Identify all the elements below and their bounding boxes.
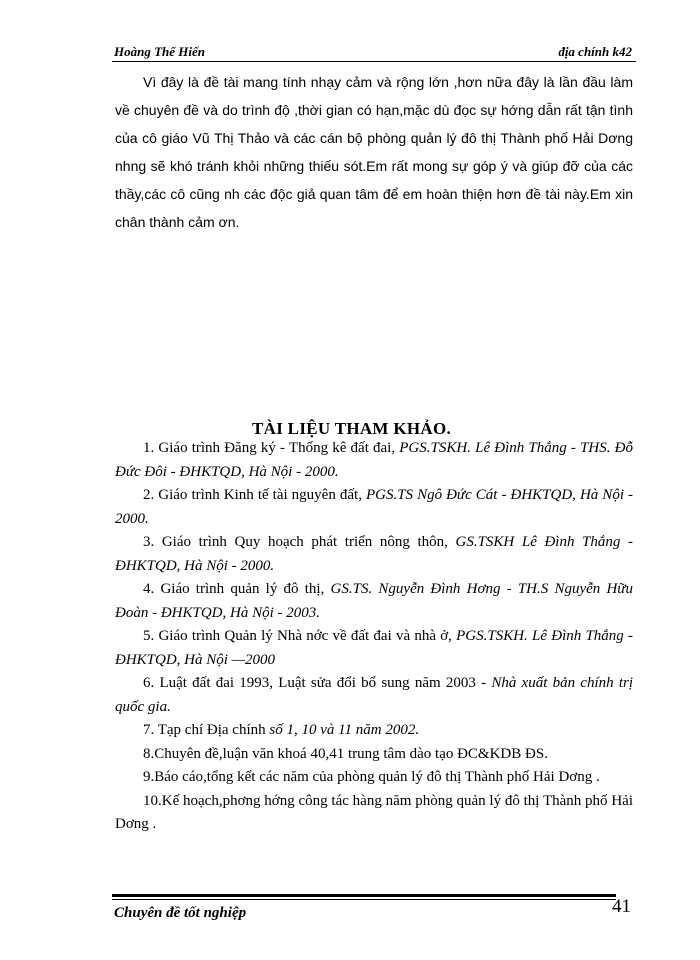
references-list — [115, 437, 633, 837]
header-author: Hoàng Thế Hiển — [114, 44, 206, 59]
footer-divider-thick — [112, 894, 616, 897]
reference-item — [115, 578, 633, 625]
reference-italic-text: GS.TS. Nguyễn Đình Hơng - TH.S Nguyễn Hữu Đoàn - ĐHKTQD, Hà Nội - 2003. — [115, 581, 633, 621]
reference-item — [115, 484, 633, 531]
intro-section — [115, 68, 633, 236]
reference-text: 5. Giáo trình Quản lý Nhà nớc về đất đai và nhà ở, — [143, 628, 457, 644]
reference-italic-text: số 1, 10 và 11 năm 2002. — [269, 722, 420, 738]
reference-italic-text: GS.TSKH Lê Đình Thắng - ĐHKTQD, Hà Nội - 2000. — [115, 534, 633, 574]
reference-item — [115, 672, 633, 719]
header-divider — [112, 61, 636, 62]
reference-text: 7. Tạp chí Địa chính — [143, 722, 270, 738]
reference-text: 8.Chuyên đề,luận văn khoá 40,41 trung tâm dào tạo ĐC&KDB ĐS. — [143, 745, 548, 762]
reference-text: 9.Báo cáo,tổng kết các năm của phòng quản lý đô thị Thành phố Hải Dơng . — [143, 769, 600, 785]
reference-item — [115, 790, 633, 837]
reference-text: 1. Giáo trình Đăng ký - Thống kê đất đai, — [143, 440, 400, 456]
header-class-label: địa chính k42 — [558, 44, 632, 59]
reference-item — [115, 437, 633, 484]
reference-italic-text: Nhà xuất bản chính trị quốc gia. — [115, 675, 634, 715]
reference-italic-text: PGS.TSKH. Lê Đình Thắng - THS. Đỗ Đức Đôi - ĐHKTQD, Hà Nội - 2000. — [115, 440, 633, 480]
intro-paragraph: Vì đây là đề tài mang tính nhạy cảm và rộng lớn ,hơn nữa đây là lần đầu làm về chuyên đề và do trình độ ,thời gian có hạn,mặc dù đọc sự hớng dẫn rất tận tình của cô giáo Vũ Thị Thảo và các cán bộ phòng quản lý đô thị Thành phố Hải Dơng nhng sẽ khó tránh khỏi những thiếu sót.Em rất mong sự góp ý và giúp đỡ của các thầy,các cô cũng nh các độc giả quan tâm để em hoàn thiện hơn đề tài này.Em xin chân thành cảm ơn. — [115, 74, 633, 230]
page-number: 41 — [612, 896, 631, 917]
reference-text: 3. Giáo trình Quy hoạch phát triển nông thôn, — [143, 534, 456, 550]
reference-italic-text: PGS.TS Ngô Đức Cát - ĐHKTQD, Hà Nội - 2000. — [115, 487, 633, 527]
reference-item — [115, 719, 633, 743]
reference-item — [115, 743, 633, 767]
reference-item — [115, 766, 633, 790]
reference-item — [115, 625, 633, 672]
references-title: TÀI LIỆU THAM KHẢO. — [252, 419, 452, 438]
reference-text: 6. Luật đất đai 1993, Luật sửa đổi bổ sung năm 2003 - — [143, 675, 492, 691]
reference-item — [115, 531, 633, 578]
reference-text: 4. Giáo trình quản lý đô thị, — [143, 581, 331, 597]
reference-text: 2. Giáo trình Kinh tế tài nguyên đất, — [143, 487, 366, 503]
footer-divider-thin — [112, 899, 616, 900]
reference-italic-text: PGS.TSKH. Lê Đình Thắng - ĐHKTQD, Hà Nội —2000 — [115, 628, 634, 668]
reference-text: 10.Kế hoạch,phơng hớng công tác hàng năm phòng quản lý đô thị Thành phố Hải Dơng . — [115, 792, 633, 832]
footer-label: Chuyên đề tốt nghiệp — [114, 905, 247, 921]
